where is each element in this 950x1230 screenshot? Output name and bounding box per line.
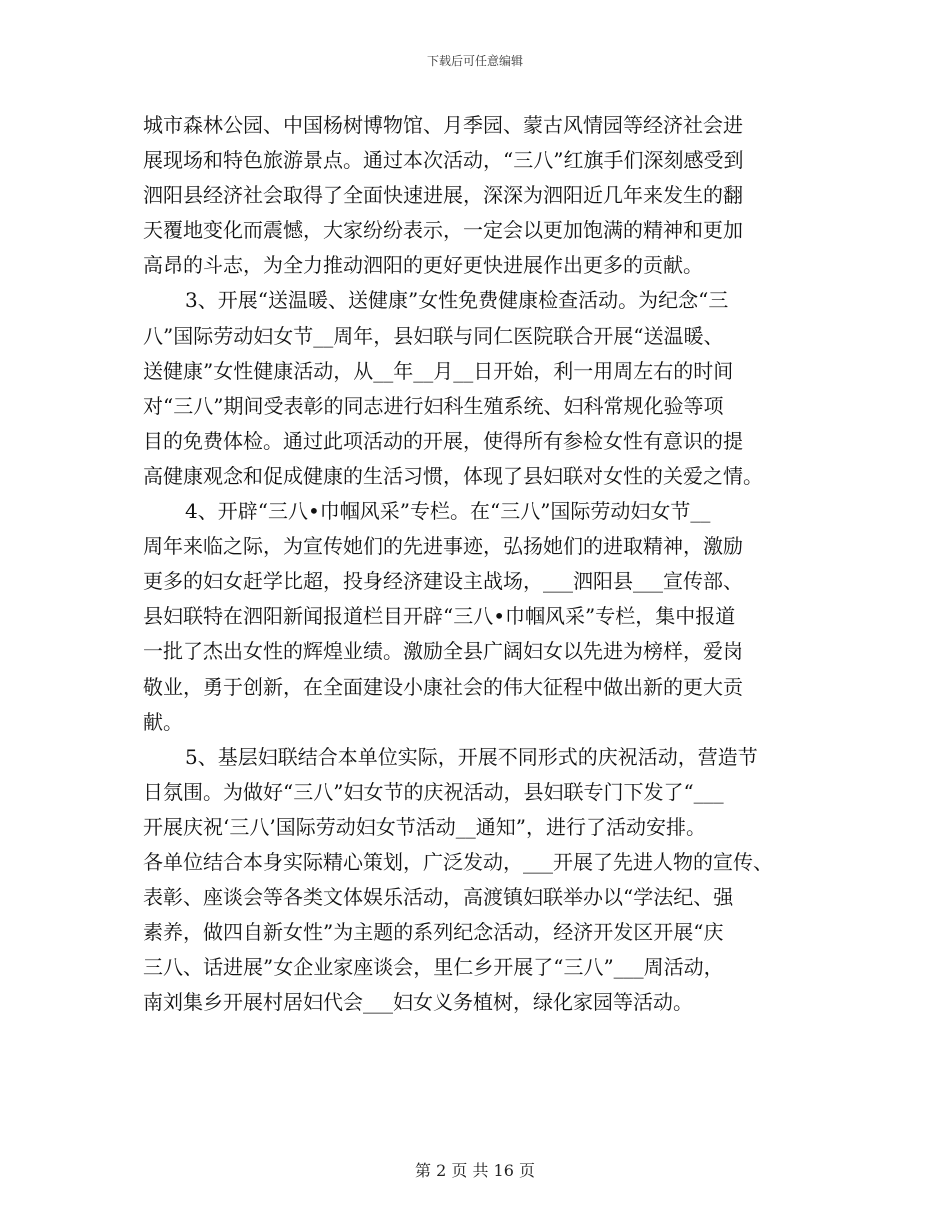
paragraph-4-start: 4、开辟“三八•巾帼风采”专栏。在“三八”国际劳动妇女节__ (185, 499, 711, 524)
document-body (143, 108, 809, 1020)
body-line: 目的免费体检。通过此项活动的开展，使得所有参检女性有意识的提 (143, 428, 743, 453)
body-line: 高昂的斗志，为全力推动泗阳的更好更快进展作出更多的贡献。 (143, 253, 703, 278)
body-line: 开展庆祝‘三八’国际劳动妇女节活动__通知”，进行了活动安排。 (143, 814, 706, 839)
page-header-note: 下载后可任意编辑 (426, 54, 523, 68)
body-line: 三八、话进展”女企业家座谈会，里仁乡开展了“三八”___周活动， (143, 955, 724, 980)
body-line: 城市森林公园、中国杨树博物馆、月季园、蒙古风情园等经济社会进 (143, 113, 743, 137)
body-line: 天覆地变化而震憾，大家纷纷表示，一定会以更加饱满的精神和更加 (143, 218, 743, 243)
body-line: 周年来临之际，为宣传她们的先进事迹，弘扬她们的进取精神，激励 (143, 534, 743, 559)
body-line: 一批了杰出女性的辉煌业绩。激励全县广阔妇女以先进为榜样，爱岗 (143, 639, 743, 664)
body-line: 高健康观念和促成健康的生活习惯，体现了县妇联对女性的关爱之情。 (143, 463, 763, 488)
paragraph-5-start: 5、基层妇联结合本单位实际，开展不同形式的庆祝活动，营造节 (185, 744, 758, 769)
body-line: 更多的妇女赶学比超，投身经济建设主战场，___泗阳县___宣传部、 (143, 569, 743, 594)
page-number: 第 2 页 共 16 页 (415, 1161, 535, 1180)
body-line: 八”国际劳动妇女节__周年，县妇联与同仁医院联合开展“送温暖、 (143, 323, 724, 348)
body-line: 送健康”女性健康活动，从__年__月__日开始，利一用周左右的时间 (143, 358, 734, 383)
body-line: 敬业，勇于创新，在全面建设小康社会的伟大征程中做出新的更大贡 (143, 674, 743, 699)
body-line: 日氛围。为做好“三八”妇女节的庆祝活动，县妇联专门下发了“___ (143, 779, 724, 804)
body-line: 泗阳县经济社会取得了全面快速进展，深深为泗阳近几年来发生的翻 (143, 183, 743, 208)
body-line: 南刘集乡开展村居妇代会___妇女义务植树，绿化家园等活动。 (143, 990, 693, 1015)
body-line: 各单位结合本身实际精心策划，广泛发动，___开展了先进人物的宣传、 (143, 849, 773, 874)
body-line: 素养，做四自新女性”为主题的系列纪念活动，经济开发区开展“庆 (143, 920, 724, 945)
body-line: 展现场和特色旅游景点。通过本次活动，“三八”红旗手们深刻感受到 (143, 148, 744, 173)
body-line: 献。 (143, 709, 183, 734)
body-line: 县妇联特在泗阳新闻报道栏目开辟“三八•巾帼风采”专栏，集中报道 (143, 604, 736, 629)
body-line: 表彰、座谈会等各类文体娱乐活动，高渡镇妇联举办以“学法纪、强 (143, 885, 734, 910)
body-line: 对“三八”期间受表彰的同志进行妇科生殖系统、妇科常规化验等项 (143, 393, 724, 418)
paragraph-3-start: 3、开展“送温暖、送健康”女性免费健康检查活动。为纪念“三 (185, 288, 729, 313)
